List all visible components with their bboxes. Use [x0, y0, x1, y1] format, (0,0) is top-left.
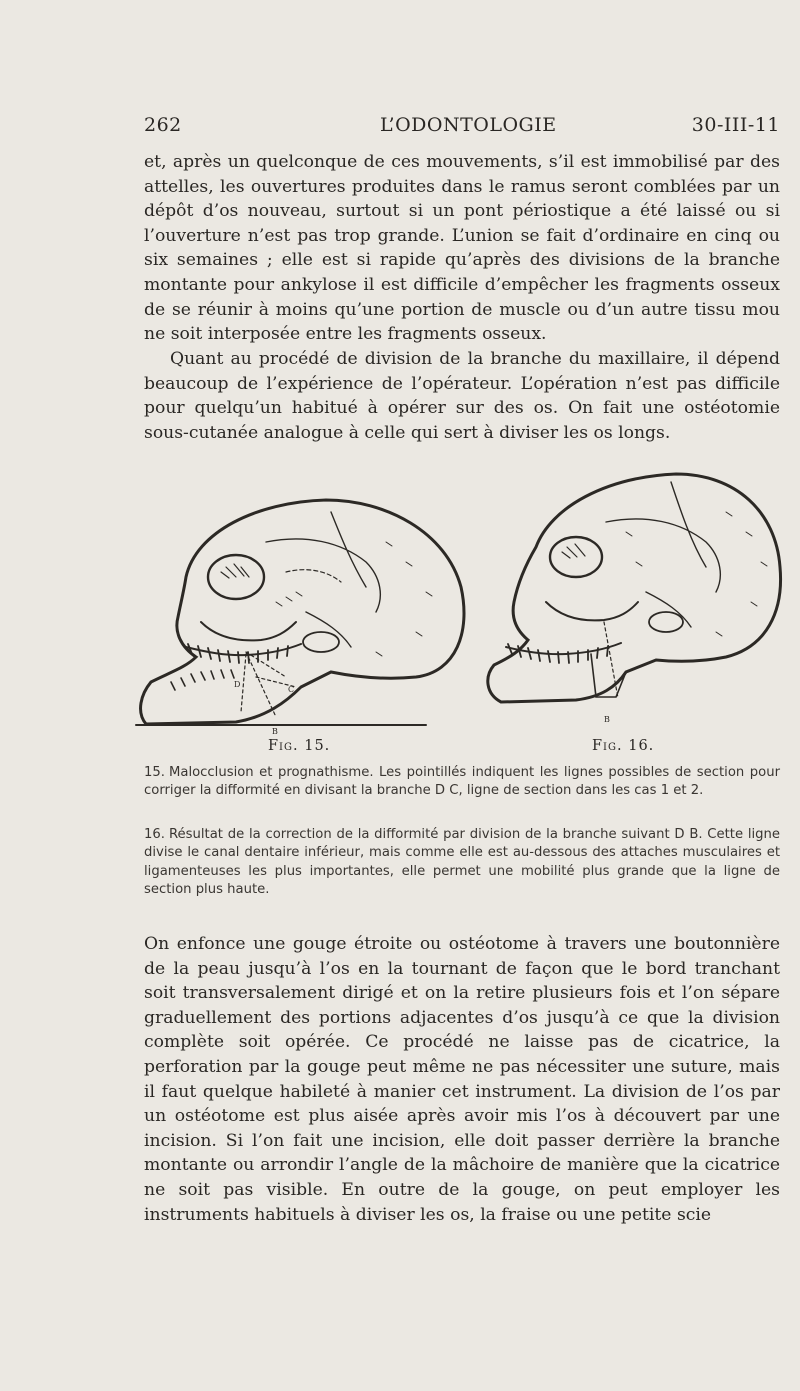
page-number: 262 [144, 114, 182, 136]
caption-number: 16. [144, 827, 165, 842]
skull-figure-15 [136, 500, 464, 725]
caption-text: Résultat de la correction de la difformité par division de la branche suivant D B. Cette ligne divise le canal dentaire inférieur, mais comme elle est au-dessous des attaches musculaires et ligamenteuses les plus importantes, elle permet une mobilité plus grande que la ligne de section plus haute. [144, 827, 780, 898]
figure-15-label: Fig. 15. [268, 738, 331, 754]
paragraph-3: On enfonce une gouge étroite ou ostéotome à travers une boutonnière de la peau jusqu’à l’os en la tournant de façon que le bord tranchant soit transversalement dirigé et on la retire plusieurs fois et l’on sépare graduellement des portions adjacentes d’os jusqu’à ce que la division complète soit opérée. Ce procédé ne laisse pas de cicatrice, la perforation par la gouge peut même ne pas nécessiter une suture, mais il faut quelque habileté à manier cet instrument. La division de l’os par un ostéotome est plus aisée après avoir mis l’os à découvert par une incision. Si l’on fait une incision, elle doit passer derrière la branche montante ou arrondir l’angle de la mâchoire de manière que la cicatrice ne soit pas visible. En outre de la gouge, on peut employer les instruments habituels à diviser les os, la fraise ou une petite scie [144, 934, 780, 1225]
running-head [144, 114, 780, 138]
point-c-fig15: C [288, 685, 295, 694]
caption-text: Malocclusion et prognathisme. Les pointillés indiquent les lignes possibles de section pour corriger la difformité en divisant la branche D C, ligne de section dans les cas 1 et 2. [144, 765, 780, 799]
caption-figure-16 [144, 826, 780, 900]
point-b-fig16: B [604, 715, 610, 724]
point-b-fig15: B [272, 727, 278, 736]
issue-date: 30-III-11 [691, 114, 780, 136]
figure-plate [126, 472, 790, 737]
caption-number: 15. [144, 765, 165, 780]
figure-16-label: Fig. 16. [592, 738, 655, 754]
paragraph-1: et, après un quelconque de ces mouvements, s’il est immobilisé par des attelles, les ouvertures produites dans le ramus seront comblées par un dépôt d’os nouveau, surtout si un pont périostique a été laissé ou si l’ouverture n’est pas trop grande. L’union se fait d’ordinaire en cinq ou six semaines ; elle est si rapide qu’après des divisions de la branche montante pour ankylose il est difficile d’empêcher les fragments osseux de se réunir à moins qu’une portion de muscle ou d’un autre tissu mou ne soit interposée entre les fragments osseux. [144, 152, 780, 345]
paragraph-2: Quant au procédé de division de la branche du maxillaire, il dépend beaucoup de l’expérience de l’opérateur. L’opération n’est pas difficile pour quelqu’un habitué à opérer sur des os. On fait une ostéotomie sous-cutanée analogue à celle qui sert à diviser les os longs. [144, 349, 780, 443]
caption-figure-15 [144, 764, 780, 801]
point-d-fig15: D [234, 680, 241, 689]
journal-title: L’ODONTOLOGIE [380, 114, 557, 136]
skull-illustrations [126, 472, 790, 737]
skull-figure-16 [488, 474, 781, 702]
